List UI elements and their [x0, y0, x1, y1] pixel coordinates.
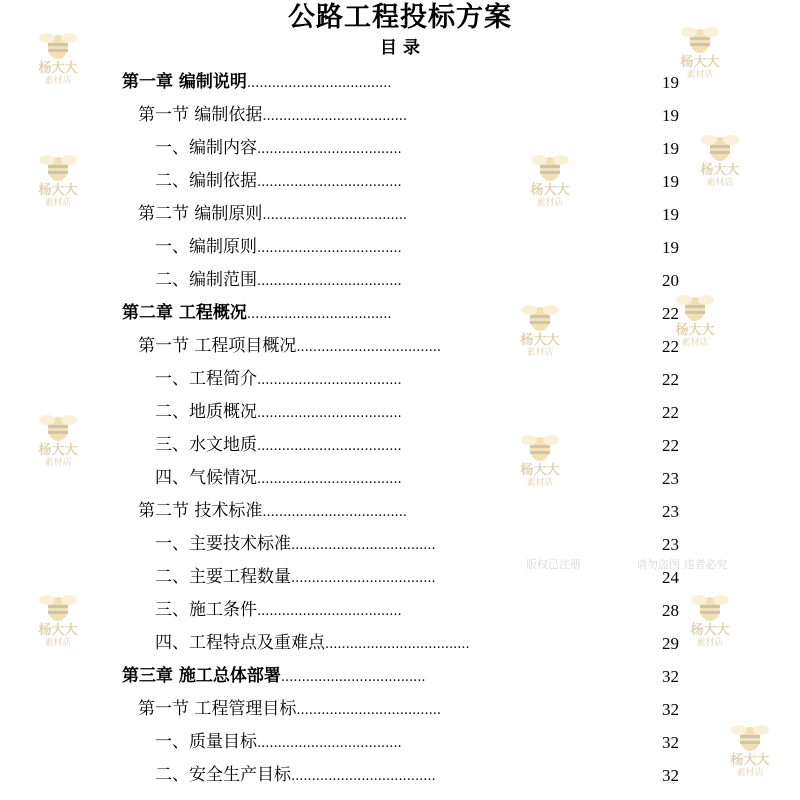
toc-entry-title: 一、质量目标 [155, 732, 257, 752]
watermark-sub: 素材店 [696, 638, 724, 648]
toc-entry-label [155, 132, 402, 166]
watermark-brand: 杨大大 [38, 623, 78, 638]
toc-entry [0, 330, 800, 363]
toc-entry-label [138, 99, 407, 133]
toc-entry [0, 363, 800, 396]
document-title: 公路工程投标方案 [288, 2, 512, 33]
watermark-sub: 素材店 [44, 198, 72, 208]
toc-entry-title: 第一节 工程管理目标 [138, 699, 297, 719]
toc-heading: 目 录 [380, 38, 420, 58]
toc-entry-title: 第二节 技术标准 [138, 501, 263, 521]
toc-leader-dots: ................................... [257, 472, 402, 487]
toc-entry [0, 462, 800, 495]
toc-page-number: 22 [662, 403, 679, 422]
toc-entry [0, 132, 800, 165]
toc-page-number: 19 [662, 205, 679, 224]
toc-entry-label [122, 297, 392, 331]
watermark-brand: 杨大大 [520, 333, 560, 348]
toc-page-number: 32 [662, 667, 679, 686]
toc-entry [0, 660, 800, 693]
toc-page-number: 28 [662, 601, 679, 620]
watermark-sub: 素材店 [44, 638, 72, 648]
toc-entry [0, 264, 800, 297]
toc-entry-title: 四、气候情况 [155, 468, 257, 488]
toc-entry-title: 二、安全生产目标 [155, 765, 291, 785]
toc-leader-dots: ................................... [257, 439, 402, 454]
toc-entry-label [155, 165, 402, 199]
watermark-brand: 杨大大 [690, 623, 730, 638]
toc-entry-label [122, 660, 426, 694]
toc-entry-title: 三、水文地质 [155, 435, 257, 455]
toc-entry [0, 726, 800, 759]
watermark-banner: 版权已注册 [526, 558, 581, 571]
toc-entry-title: 一、编制原则 [155, 237, 257, 257]
toc-page-number: 23 [662, 469, 679, 488]
toc-entry-label [155, 462, 402, 496]
toc-entry [0, 528, 800, 561]
toc-page-number: 32 [662, 700, 679, 719]
toc-entry-title: 一、工程简介 [155, 369, 257, 389]
toc-leader-dots: ................................... [296, 703, 442, 718]
toc-entry-label [155, 561, 436, 595]
watermark-banner: 请勿盗图 违者必究 [636, 558, 728, 571]
toc-entry-title: 第一节 工程项目概况 [138, 336, 297, 356]
toc-leader-dots: ................................... [325, 637, 470, 652]
toc-leader-dots: ................................... [257, 406, 402, 421]
toc-entry [0, 66, 800, 99]
toc-entry-label [155, 627, 470, 661]
toc-page-number: 19 [662, 139, 679, 158]
toc-entry [0, 165, 800, 198]
toc-entry-title: 二、编制范围 [155, 270, 257, 290]
toc-leader-dots: ................................... [257, 604, 402, 619]
watermark-sub: 素材店 [736, 768, 764, 778]
toc-page-number: 19 [662, 238, 679, 257]
toc-entry-title: 一、主要技术标准 [155, 534, 291, 554]
toc-entry [0, 594, 800, 627]
watermark-sub: 素材店 [44, 458, 72, 468]
toc-leader-dots: ................................... [257, 274, 402, 289]
toc-entry [0, 561, 800, 594]
toc-page-number: 22 [662, 370, 679, 389]
toc-leader-dots: ................................... [291, 769, 436, 784]
toc-entry-title: 第二章 工程概况 [122, 303, 247, 323]
toc-entry [0, 693, 800, 726]
toc-entry [0, 231, 800, 264]
toc-leader-dots: ................................... [257, 736, 402, 751]
toc-entry [0, 99, 800, 132]
toc-entry-label [138, 495, 407, 529]
toc-leader-dots: ................................... [262, 109, 408, 124]
toc-entry [0, 759, 800, 792]
toc-leader-dots: ................................... [291, 538, 436, 553]
toc-entry [0, 429, 800, 462]
toc-page-number: 23 [662, 502, 679, 521]
table-of-contents [0, 66, 800, 792]
watermark-brand: 杨大大 [700, 163, 740, 178]
toc-page-number: 19 [662, 106, 679, 125]
toc-page-number: 24 [662, 568, 679, 587]
toc-leader-dots: ................................... [296, 340, 442, 355]
toc-page-number: 22 [662, 304, 679, 323]
toc-page-number: 20 [662, 271, 679, 290]
toc-entry-label [138, 198, 407, 232]
watermark-sub: 素材店 [526, 478, 554, 488]
toc-page-number: 32 [662, 766, 679, 785]
watermark-sub: 素材店 [536, 198, 564, 208]
watermark-brand: 杨大大 [520, 463, 560, 478]
toc-leader-dots: ................................... [246, 307, 392, 322]
toc-entry-title: 第二节 编制原则 [138, 204, 263, 224]
toc-entry-label [155, 528, 436, 562]
toc-entry-title: 二、主要工程数量 [155, 567, 291, 587]
toc-leader-dots: ................................... [257, 373, 402, 388]
toc-entry [0, 396, 800, 429]
toc-leader-dots: ................................... [257, 142, 402, 157]
toc-entry-title: 三、施工条件 [155, 600, 257, 620]
watermark-brand: 杨大大 [730, 753, 770, 768]
toc-entry-label [138, 693, 441, 727]
toc-entry-label [155, 759, 436, 793]
watermark-sub: 素材店 [706, 178, 734, 188]
toc-leader-dots: ................................... [280, 670, 426, 685]
toc-leader-dots: ................................... [262, 505, 408, 520]
toc-entry-label [155, 231, 402, 265]
toc-entry-label [155, 429, 402, 463]
watermark-sub: 素材店 [681, 338, 709, 348]
watermark-sub: 素材店 [686, 70, 714, 80]
toc-entry-title: 第一章 编制说明 [122, 72, 247, 92]
toc-entry [0, 627, 800, 660]
toc-entry-title: 一、编制内容 [155, 138, 257, 158]
watermark-sub: 素材店 [44, 76, 72, 86]
toc-page-number: 19 [662, 172, 679, 191]
toc-page-number: 23 [662, 535, 679, 554]
toc-page-number: 32 [662, 733, 679, 752]
watermark-brand: 杨大大 [675, 323, 715, 338]
watermark-brand: 杨大大 [38, 443, 78, 458]
toc-entry-label [138, 330, 441, 364]
toc-leader-dots: ................................... [246, 76, 392, 91]
toc-leader-dots: ................................... [262, 208, 408, 223]
toc-entry [0, 198, 800, 231]
toc-leader-dots: ................................... [291, 571, 436, 586]
toc-entry-title: 第一节 编制依据 [138, 105, 263, 125]
toc-page-number: 22 [662, 436, 679, 455]
toc-leader-dots: ................................... [257, 175, 402, 190]
toc-page-number: 29 [662, 634, 679, 653]
watermark-brand: 杨大大 [38, 183, 78, 198]
toc-entry-title: 四、工程特点及重难点 [155, 633, 325, 653]
toc-entry-title: 二、编制依据 [155, 171, 257, 191]
toc-entry [0, 297, 800, 330]
toc-page-number: 22 [662, 337, 679, 356]
toc-entry-label [155, 264, 402, 298]
watermark-brand: 杨大大 [530, 183, 570, 198]
toc-entry-label [155, 363, 402, 397]
toc-entry-label [155, 396, 402, 430]
toc-entry-label [155, 726, 402, 760]
toc-entry-title: 二、地质概况 [155, 402, 257, 422]
toc-entry-label [122, 66, 392, 100]
watermark-sub: 素材店 [526, 348, 554, 358]
toc-entry-label [155, 594, 402, 628]
toc-entry-title: 第三章 施工总体部署 [122, 666, 281, 686]
toc-entry [0, 495, 800, 528]
toc-leader-dots: ................................... [257, 241, 402, 256]
watermark-brand: 杨大大 [38, 61, 78, 76]
watermark-brand: 杨大大 [680, 55, 720, 70]
toc-page-number: 19 [662, 73, 679, 92]
